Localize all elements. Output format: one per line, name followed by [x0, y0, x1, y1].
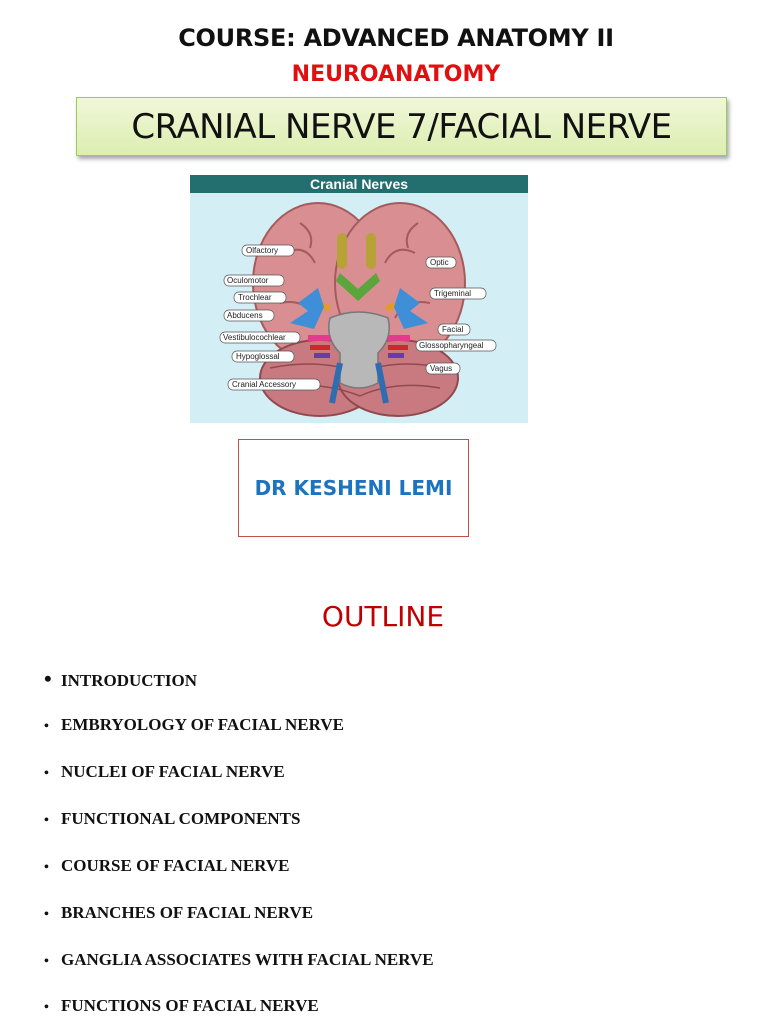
subject-title: NEUROANATOMY — [291, 62, 501, 87]
outline-item: • COURSE OF FACIAL NERVE — [44, 856, 290, 875]
bullet-icon: • — [44, 954, 49, 969]
label-accessory: Cranial Accessory — [232, 380, 297, 389]
main-title-box — [76, 97, 727, 156]
bullet-icon: • — [44, 907, 49, 922]
author-box — [238, 439, 469, 537]
label-glossopharyngeal: Glossopharyngeal — [419, 341, 484, 350]
author-name: DR KESHENI LEMI — [254, 476, 453, 500]
label-trigeminal: Trigeminal — [434, 289, 472, 298]
label-vestibulocochlear: Vestibulocochlear — [223, 333, 286, 342]
bullet-icon: • — [44, 666, 52, 691]
brain-illustration — [190, 193, 528, 423]
label-hypoglossal: Hypoglossal — [236, 352, 280, 361]
outline-item: • BRANCHES OF FACIAL NERVE — [44, 903, 314, 922]
label-olfactory: Olfactory — [246, 246, 279, 255]
outline-item: • GANGLIA ASSOCIATES WITH FACIAL NERVE — [44, 950, 434, 969]
outline-item: • EMBRYOLOGY OF FACIAL NERVE — [44, 715, 344, 734]
outline-item: • FUNCTIONS OF FACIAL NERVE — [44, 996, 319, 1015]
outline-item: • FUNCTIONAL COMPONENTS — [44, 809, 301, 828]
figure-heading: Cranial Nerves — [190, 175, 528, 193]
outline-heading: OUTLINE — [321, 600, 445, 633]
label-facial: Facial — [442, 325, 464, 334]
main-title: CRANIAL NERVE 7/FACIAL NERVE — [131, 106, 672, 147]
outline-item: • INTRODUCTION — [44, 666, 198, 691]
label-oculomotor: Oculomotor — [227, 276, 269, 285]
bullet-icon: • — [44, 719, 49, 734]
bullet-icon: • — [44, 1000, 49, 1015]
outline-item: • NUCLEI OF FACIAL NERVE — [44, 762, 285, 781]
label-abducens: Abducens — [227, 311, 263, 320]
bullet-icon: • — [44, 766, 49, 781]
cranial-nerves-figure — [190, 175, 528, 423]
label-vagus: Vagus — [430, 364, 453, 373]
label-trochlear: Trochlear — [238, 293, 272, 302]
bullet-icon: • — [44, 813, 49, 828]
bullet-icon: • — [44, 860, 49, 875]
course-title: COURSE: ADVANCED ANATOMY II — [178, 24, 614, 52]
label-optic: Optic — [430, 258, 449, 267]
